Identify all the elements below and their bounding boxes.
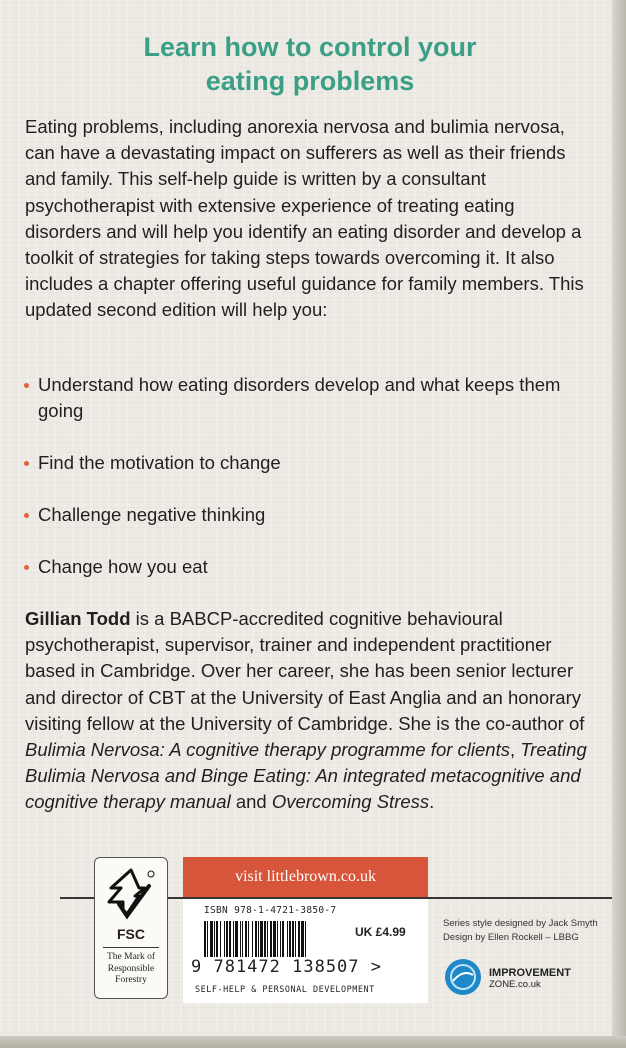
bullet-dot-icon bbox=[24, 565, 29, 570]
improvement-zone-name bbox=[489, 968, 571, 990]
list-item-text: Challenge negative thinking bbox=[38, 504, 266, 525]
list-item-text: Change how you eat bbox=[38, 556, 208, 577]
intro-paragraph: Eating problems, including anorexia nervosa and bulimia nervosa, can have a devastating impact on sufferers as well as their friends and family. This self-help guide is written by a consultant psychotherapist with extensive experience of treating eating disorders and will help you identify an eating disorder and develop a toolkit of strategies for taking steps towards overcoming it. It also includes a chapter offering useful guidance for family members. This updated second edition will help you: bbox=[25, 116, 584, 321]
bullet-dot-icon bbox=[24, 383, 29, 388]
page-edge-right bbox=[612, 0, 626, 1048]
bio-text: is a BABCP-accredited cognitive behavioural psychotherapist, supervisor, trainer and independent practitioner based in Cambridge. Over her career, she has been senior lecturer and director of CBT at the University of East Anglia and an honorary visiting fellow at the University of Cambridge. She is the co-author of bbox=[25, 608, 585, 734]
fsc-tagline bbox=[95, 952, 167, 987]
tree-checkmark-icon bbox=[105, 866, 157, 924]
fsc-tagline-1: The Mark of bbox=[106, 952, 155, 962]
fsc-name: FSC bbox=[117, 926, 145, 942]
isbn-label: ISBN 978-1-4721-3850-7 bbox=[204, 905, 337, 916]
list-item bbox=[22, 554, 208, 580]
fsc-tagline-3: Forestry bbox=[115, 975, 147, 985]
headline-line-1: Learn how to control your bbox=[143, 32, 477, 62]
list-item bbox=[22, 372, 578, 424]
bio-end: . bbox=[429, 791, 435, 813]
headline bbox=[0, 30, 620, 98]
barcode-icon bbox=[204, 921, 350, 959]
author-bio bbox=[25, 606, 600, 816]
design-credits bbox=[443, 917, 613, 945]
headline-line-2: eating problems bbox=[205, 66, 415, 96]
book-title-3: Overcoming Stress bbox=[271, 791, 430, 813]
page-edge-bottom bbox=[0, 1036, 626, 1048]
fsc-logo bbox=[94, 857, 168, 999]
credit-line-2: Design by Ellen Rockell – LBBG bbox=[443, 932, 579, 943]
barcode-panel bbox=[183, 899, 428, 1003]
list-item-text: Find the motivation to change bbox=[38, 452, 281, 473]
improvement-zone-logo bbox=[443, 957, 603, 997]
book-title-1: Bulimia Nervosa: A cognitive therapy programme for clients bbox=[25, 739, 510, 761]
list-item bbox=[22, 502, 265, 528]
improvement-zone-icon bbox=[443, 957, 483, 997]
author-name: Gillian Todd bbox=[25, 608, 131, 629]
improvement-zone-domain: ZONE.co.uk bbox=[489, 979, 541, 990]
list-item bbox=[22, 450, 281, 476]
barcode-digits: 9 781472 138507 > bbox=[191, 957, 382, 977]
bullet-dot-icon bbox=[24, 461, 29, 466]
visit-link-banner[interactable]: visit littlebrown.co.uk bbox=[183, 857, 428, 897]
bio-separator-1: , bbox=[509, 739, 521, 761]
book-title-2: Treating Bulimia Nervosa and Binge Eating: An integrated metacognitive and cognitive therapy manual bbox=[25, 739, 587, 813]
fsc-tagline-2: Responsible bbox=[107, 963, 155, 974]
price-label: UK £4.99 bbox=[355, 925, 406, 939]
improvement-zone-title: IMPROVEMENT bbox=[489, 967, 571, 979]
fsc-divider bbox=[103, 947, 159, 948]
bio-separator-2: and bbox=[230, 791, 272, 813]
category-label: SELF-HELP & PERSONAL DEVELOPMENT bbox=[195, 985, 375, 995]
list-item-text: Understand how eating disorders develop and what keeps them going bbox=[38, 374, 561, 421]
bullet-dot-icon bbox=[24, 513, 29, 518]
credit-line-1: Series style designed by Jack Smyth bbox=[443, 918, 598, 929]
